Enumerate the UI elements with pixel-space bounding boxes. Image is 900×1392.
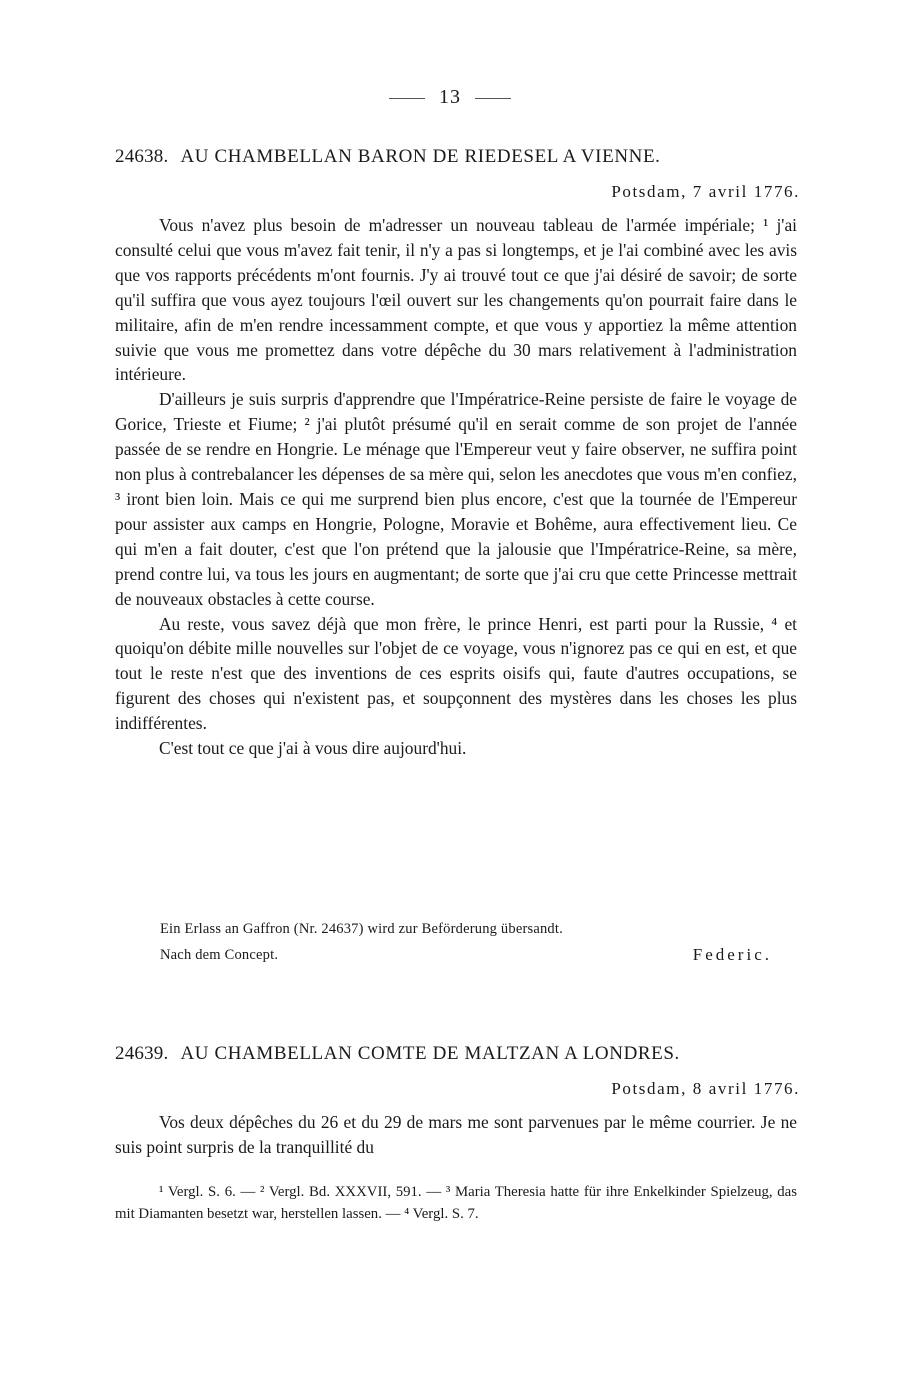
letter-title: AU CHAMBELLAN BARON DE RIEDESEL A VIENNE.	[180, 146, 661, 167]
letter-number: 24639.	[115, 1043, 169, 1064]
paragraph-1: Vous n'avez plus besoin de m'adresser un nouveau tableau de l'armée impériale; ¹ j'ai consulté celui que vous m'avez fait tenir, il n'y a pas si longtemps, et je l'ai combiné avec les avis que vos rapports précédents m'ont fournis. J'y ai trouvé tout ce que j'ai désiré de savoir; de sorte qu'il suffira que vous ayez toujours l'œil ouvert sur les changements qu'on pourrait faire dans le militaire, afin de m'en rendre incessamment compte, et que vous y apportiez la même attention suivie que vous me promettez dans votre dépêche du 30 mars relativement à l'administration intérieure.	[115, 215, 797, 385]
page-number-value: 13	[439, 86, 461, 108]
letter-number: 24638.	[115, 146, 169, 167]
signature: Federic.	[692, 945, 772, 964]
footnote-text: ¹ Vergl. S. 6. — ² Vergl. Bd. XXXVII, 591. — ³ Maria Theresia hatte für ihre Enkelkinder Spielzeug, das mit Diamanten besetzt war, herstellen lassen. — ⁴ Vergl. S. 7.	[115, 1184, 797, 1222]
page-number	[0, 86, 900, 109]
paragraph-1: Vos deux dépêches du 26 et du 29 de mars me sont parvenues par le même courrier. Je ne suis point surpris de la tranquillité du	[115, 1112, 797, 1157]
paragraph-3: Au reste, vous savez déjà que mon frère, le prince Henri, est parti pour la Russie, ⁴ et quoiqu'on débite mille nouvelles sur l'objet de ce voyage, vous n'ignorez pas ce qui en est, et que tout le reste n'est que des inventions de ces esprits oisifs qui, faute d'autres occupations, se figurent des choses qui n'existent pas, et soupçonnent des mystères dans les choses les plus indifférentes.	[115, 613, 797, 734]
letter-heading-24639	[115, 1043, 800, 1065]
dateline-24639: Potsdam, 8 avril 1776.	[611, 1079, 800, 1098]
letter-title: AU CHAMBELLAN COMTE DE MALTZAN A LONDRES.	[180, 1043, 680, 1064]
paragraph-2: D'ailleurs je suis surpris d'apprendre que l'Impératrice-Reine persiste de faire le voyage de Gorice, Trieste et Fiume; ² j'ai plutôt présumé qu'il en serait comme de son projet de l'année passée de se rendre en Hongrie. Le ménage que l'Empereur veut y faire observer, ne suffira point non plus à contrebalancer les dépenses de sa mère qui, selon les anecdotes que vous m'en confiez, ³ iront bien loin. Mais ce qui me surprend bien plus encore, c'est que la tournée de l'Empereur pour assister aux camps en Hongrie, Pologne, Moravie et Bohême, aura effectivement lieu. Ce qui m'en a fait douter, c'est que l'on prétend que la jalousie que l'Impératrice-Reine, sa mère, prend contre lui, va tous les jours en augmentant; de sorte que j'ai cru que cette Princesse mettrait de nouveaux obstacles à cette course.	[115, 389, 797, 609]
paragraph-4: C'est tout ce que j'ai à vous dire aujourd'hui.	[159, 738, 467, 759]
page-number-dash-right	[475, 98, 511, 99]
letter-body-24639	[115, 1110, 797, 1160]
footnotes	[115, 1182, 797, 1225]
dateline-24638: Potsdam, 7 avril 1776.	[611, 182, 800, 201]
page-number-dash-left	[389, 98, 425, 99]
forwarding-note: Ein Erlass an Gaffron (Nr. 24637) wird zur Beförderung übersandt.	[160, 921, 563, 937]
letter-body-24638	[115, 213, 797, 761]
source-note: Nach dem Concept.	[160, 947, 279, 963]
letter-heading-24638	[115, 146, 800, 168]
